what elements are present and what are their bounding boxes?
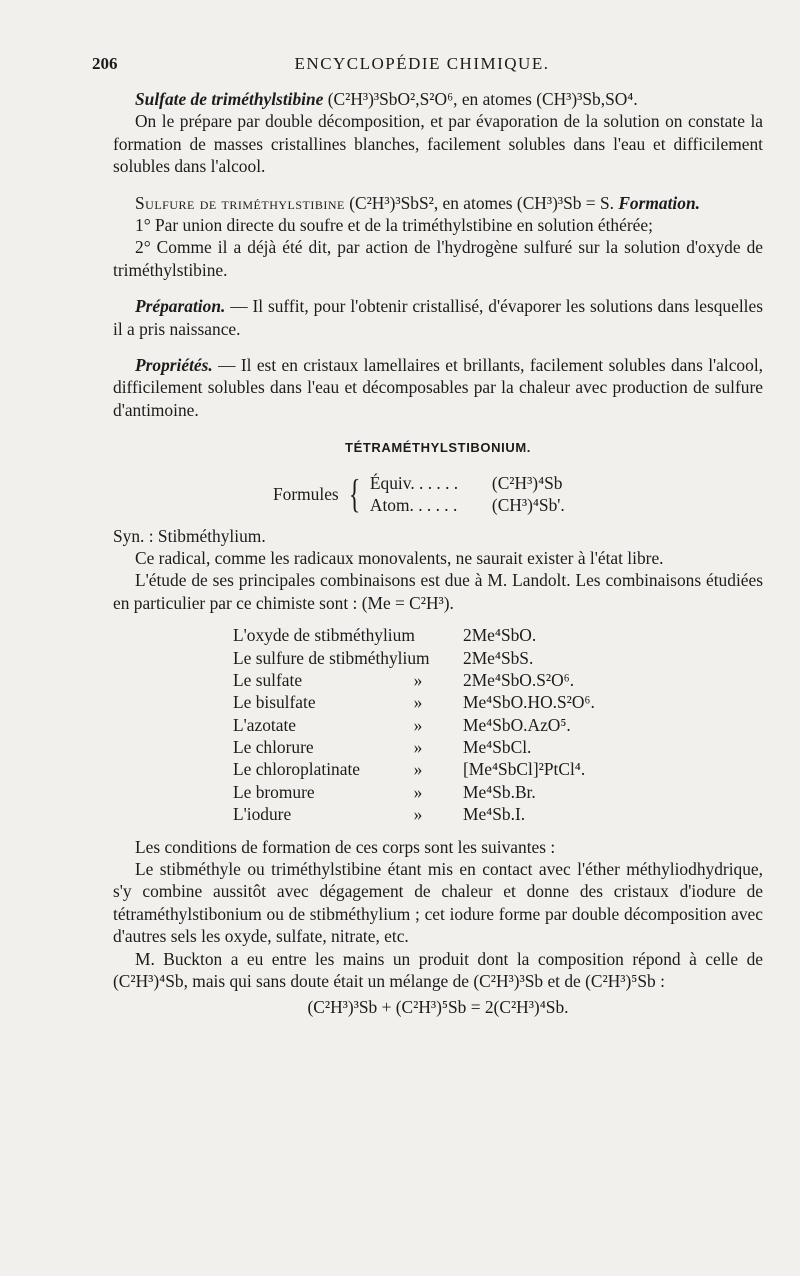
brace-glyph: { [348, 471, 361, 517]
formule-value: (CH³)⁴Sb'. [491, 495, 565, 516]
preparation-paragraph [113, 295, 763, 340]
formation-paragraph: Le stibméthyle ou triméthylstibine étant mis en contact avec l'éther méthyliodhydrique, s'y combine aussitôt avec dégagement de chaleur et donne des cristaux d'iodure de tétraméthylstibonium ou de stibméthylium ; cet iodure forme par double décomposition avec d'autres sels les oxyde, sulfate, nitrate, etc. [113, 859, 763, 947]
section-title: TÉTRAMÉTHYLSTIBONIUM. [345, 440, 531, 456]
compound-formula: 2Me⁴SbO. [463, 625, 537, 646]
compound-name: Le chlorure [233, 737, 314, 758]
formule-kind: Équiv. . . . . . [369, 472, 459, 493]
compound-formula: 2Me⁴SbS. [463, 647, 534, 668]
compound-formula: Me⁴Sb.Br. [463, 781, 536, 802]
compound-name: Le sulfure de stibméthylium [233, 647, 430, 668]
compound-ditto: » [413, 669, 423, 690]
preparation-text: — Il suffit, pour l'obtenir cristallisé, d'évaporer les solutions dans lesquelles il a pris naissance. [113, 296, 763, 339]
equation: (C²H³)³Sb + (C²H³)⁵Sb = 2(C²H³)⁴Sb. [307, 997, 569, 1018]
proprietes-label: Propriétés. [135, 355, 213, 376]
compound-ditto: » [413, 737, 423, 758]
compound-name: L'oxyde de stibméthylium [233, 625, 415, 646]
compound-row [233, 624, 763, 646]
compound-formula: [Me⁴SbCl]²PtCl⁴. [463, 759, 586, 780]
formules-label: Formules [273, 483, 339, 504]
formule-row [370, 494, 565, 516]
sulfate-heading [113, 88, 763, 110]
proprietes-text: — Il est en cristaux lamellaires et brillants, facilement solubles dans l'alcool, difficilement solubles dans l'eau et décomposables par la chaleur avec production de sulfure d'antimoine. [113, 355, 763, 420]
compound-name: Le chloroplatinate [233, 759, 360, 780]
formule-row [370, 472, 565, 494]
formules-rows [370, 472, 565, 517]
compound-row [233, 736, 763, 758]
compound-row [233, 647, 763, 669]
compound-name: Le sulfate [233, 669, 303, 690]
compound-row [233, 714, 763, 736]
etude-paragraph: L'étude de ses principales combinaisons est due à M. Landolt. Les combinaisons étudiées en particulier par ce chimiste sont : (Me = C²H³). [113, 570, 763, 613]
compound-ditto [373, 624, 463, 646]
compound-name: Le bisulfate [233, 692, 316, 713]
sulfure-formula: (C²H³)³SbS², en atomes (CH³)³Sb = S. [344, 192, 619, 213]
conditions-line: Les conditions de formation de ces corps sont les suivantes : [135, 836, 556, 857]
compound-formula: 2Me⁴SbO.S²O⁶. [463, 669, 575, 690]
compound-name: L'azotate [233, 714, 296, 735]
compound-ditto: » [413, 804, 423, 825]
compound-row [233, 803, 763, 825]
compound-ditto: » [413, 714, 423, 735]
buckton-paragraph: M. Buckton a eu entre les mains un produit dont la composition répond à celle de (C²H³)⁴Sb, mais qui sans doute était un mélange de (C²H³)³Sb et de (C²H³)⁵Sb : [113, 948, 763, 992]
sulfure-item-1: 1° Par union directe du soufre et de la triméthylstibine en solution éthérée; [135, 215, 653, 236]
intro-paragraph: Ce radical, comme les radicaux monovalents, ne saurait exister à l'état libre. [135, 547, 664, 568]
compound-ditto: » [413, 759, 423, 780]
sulfate-text: On le prépare par double décomposition, et par évaporation de la solution on constate la formation de masses cristallines blanches, facilement solubles dans l'eau et difficilement solubles dans l'alcool. [113, 111, 763, 177]
compound-row [233, 781, 763, 803]
compound-row [233, 691, 763, 713]
proprietes-paragraph [113, 354, 763, 421]
sulfure-title: Sulfure de triméthylstibine [135, 192, 345, 213]
formule-value: (C²H³)⁴Sb [491, 472, 563, 493]
formules-block [273, 472, 763, 517]
compound-ditto: » [413, 692, 423, 713]
compound-row [233, 669, 763, 691]
sulfure-item-2: 2° Comme il a déjà été dit, par action de l'hydrogène sulfuré sur la solution d'oxyde de triméthylstibine. [113, 237, 763, 280]
page-number: 206 [92, 54, 118, 73]
sulfate-title: Sulfate de triméthylstibine [135, 89, 324, 109]
compound-formula: Me⁴SbO.AzO⁵. [463, 714, 571, 735]
sulfure-heading [113, 192, 763, 214]
running-title: ENCYCLOPÉDIE CHIMIQUE. [294, 54, 550, 73]
compound-ditto [373, 647, 463, 669]
formation-label: Formation. [618, 192, 700, 213]
compound-formula: Me⁴SbCl. [463, 737, 532, 758]
page-body [113, 88, 763, 1019]
compound-ditto: » [413, 781, 423, 802]
sulfate-formula: (C²H³)³SbO²,S²O⁶, en atomes (CH³)³Sb,SO⁴. [323, 89, 638, 109]
page-header [92, 54, 752, 78]
compound-name: L'iodure [233, 804, 292, 825]
synonym-line: Syn. : Stibméthylium. [113, 525, 266, 546]
compound-name: Le bromure [233, 781, 315, 802]
preparation-label: Préparation. [135, 296, 226, 317]
compound-formula: Me⁴Sb.I. [463, 804, 526, 825]
compound-row [233, 758, 763, 780]
compound-formula: Me⁴SbO.HO.S²O⁶. [463, 692, 595, 713]
formule-kind: Atom. . . . . . [369, 495, 458, 516]
compound-list [233, 624, 763, 826]
